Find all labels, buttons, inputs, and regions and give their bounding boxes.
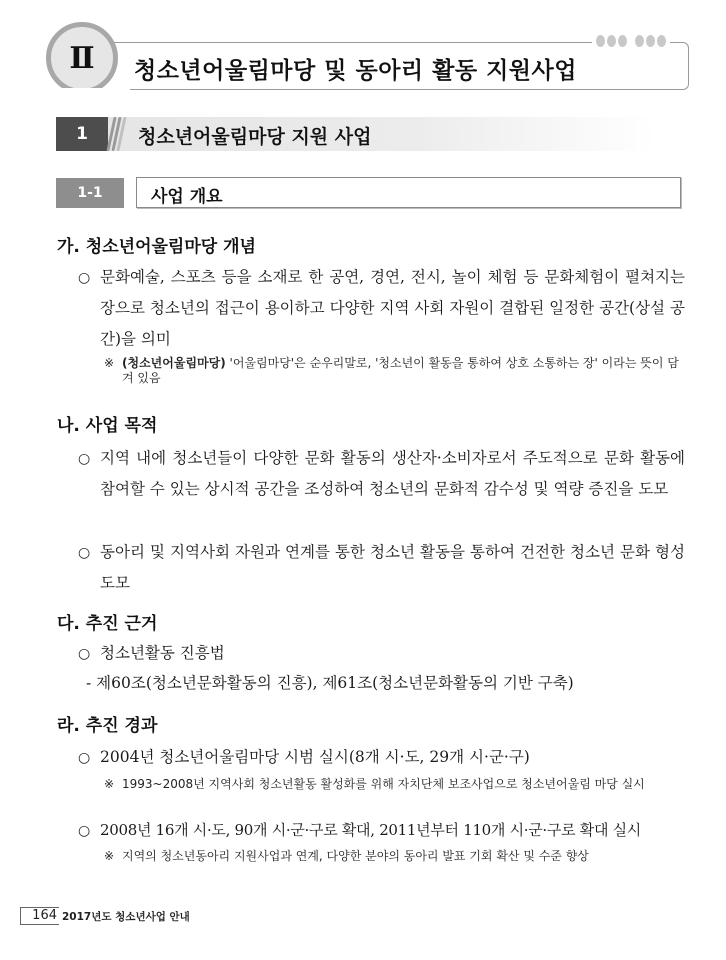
note-mark-icon: ※ — [104, 777, 115, 791]
bullet-icon: ○ — [78, 270, 91, 286]
bullet-icon: ○ — [78, 545, 91, 561]
heading-progress: 라. 추진 경과 — [57, 716, 158, 736]
note-text: '어울림마당'은 순우리말로, '청소년이 활동을 통하여 상호 소통하는 장' 이라는 뜻이 담겨 있음 — [122, 356, 679, 385]
section-number: 1 — [56, 117, 108, 151]
basis-articles: - 제60조(청소년문화활동의 진흥), 제61조(청소년문화활동의 기반 구축) — [86, 674, 574, 692]
note-mark-icon: ※ — [104, 356, 115, 370]
badge-mask — [40, 88, 130, 100]
section-title: 청소년어울림마당 지원 사업 — [138, 126, 372, 148]
basis-law: 청소년활동 진흥법 — [100, 644, 225, 662]
heading-basis: 다. 추진 근거 — [57, 614, 158, 634]
footer-title: 2017년도 청소년사업 안내 — [62, 911, 190, 923]
note-text: 1993~2008년 지역사회 청소년활동 활성화를 위해 자치단체 보조사업으로 청소년어울림 마당 실시 — [122, 777, 645, 791]
note-bold-label: (청소년어울림마당) — [122, 356, 226, 370]
note-mark-icon: ※ — [104, 849, 115, 863]
purpose-paragraph-1: 지역 내에 청소년들이 다양한 문화 활동의 생산자·소비자로서 주도적으로 문화 활동에 참여할 수 있는 상시적 공간을 조성하여 청소년의 문화적 감수성 및 역량 증진을 도모 — [100, 449, 685, 498]
progress-item-2008: 2008년 16개 시·도, 90개 시·군·구로 확대, 2011년부터 110개 시·군·구로 확대 실시 — [100, 821, 641, 839]
subsection-number: 1-1 — [56, 178, 124, 208]
chapter-title: 청소년어울림마당 및 동아리 활동 지원사업 — [134, 58, 577, 84]
heading-concept: 가. 청소년어울림마당 개념 — [57, 237, 256, 257]
decorative-dots-icon — [592, 35, 670, 47]
bullet-icon: ○ — [78, 451, 91, 467]
heading-purpose: 나. 사업 목적 — [57, 416, 158, 436]
bullet-icon: ○ — [78, 750, 91, 766]
concept-paragraph: 문화예술, 스포츠 등을 소재로 한 공연, 경연, 전시, 놀이 체험 등 문화체험이 펼쳐지는 장으로 청소년의 접근이 용이하고 다양한 지역 사회 자원이 결합된 일정한 공간(상설 공간)을 의미 — [100, 268, 685, 348]
note-text: 지역의 청소년동아리 지원사업과 연계, 다양한 분야의 동아리 발표 기회 확산 및 수준 향상 — [122, 849, 589, 863]
page-number: 164 — [20, 907, 59, 925]
section-slash-icon — [108, 117, 122, 151]
purpose-paragraph-2: 동아리 및 지역사회 자원과 연계를 통한 청소년 활동을 통하여 건전한 청소년 문화 형성 도모 — [100, 543, 685, 592]
progress-note-2 — [104, 849, 689, 864]
concept-note — [104, 356, 689, 386]
chapter-number-badge: Ⅱ — [46, 22, 118, 94]
progress-note-1 — [104, 777, 689, 792]
subsection-title: 사업 개요 — [151, 187, 223, 207]
progress-item-2004: 2004년 청소년어울림마당 시범 실시(8개 시·도, 29개 시·군·구) — [100, 748, 530, 766]
bullet-icon: ○ — [78, 823, 91, 839]
bullet-icon: ○ — [78, 646, 91, 662]
